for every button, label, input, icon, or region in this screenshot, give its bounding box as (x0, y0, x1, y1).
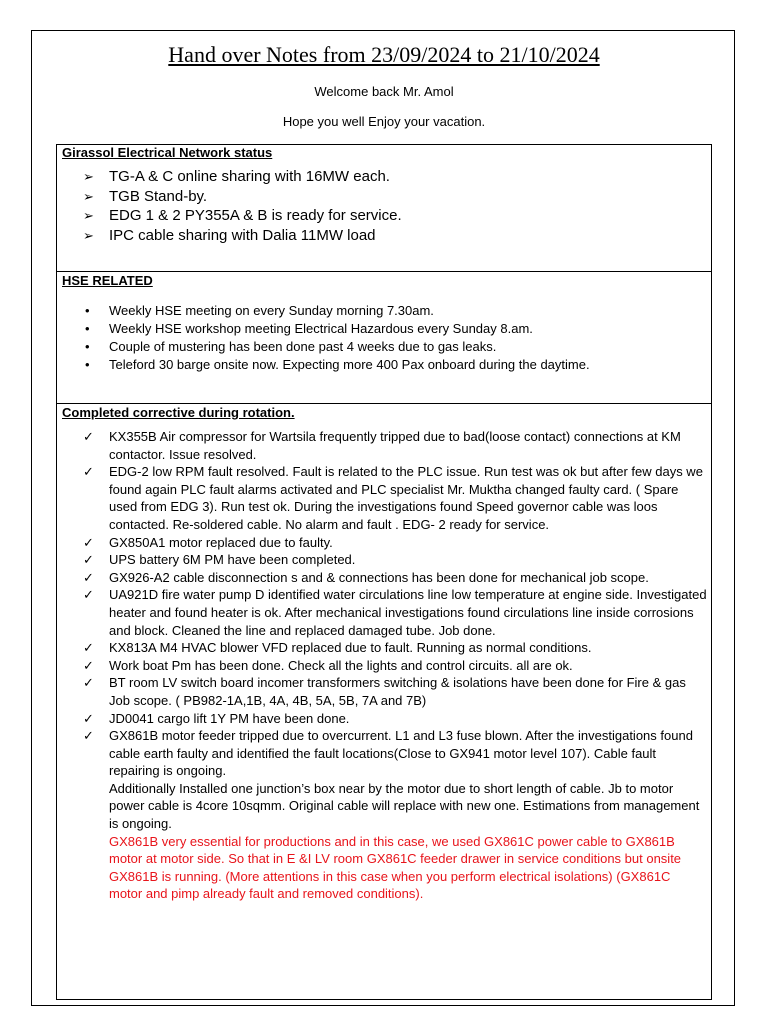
corrective-section (57, 404, 711, 999)
section-heading: Girassol Electrical Network status (62, 145, 273, 160)
list-item-text: TG-A & C online sharing with 16MW each. (109, 168, 390, 185)
check-bullet-icon: ✓ (83, 710, 94, 726)
corrective-list (83, 428, 707, 903)
check-bullet-icon: ✓ (83, 675, 94, 691)
list-item-text: UPS battery 6M PM have been completed. (109, 552, 356, 568)
arrow-bullet-icon: ➢ (83, 208, 94, 223)
list-item-text: UA921D fire water pump D identified water circulations line low temperature at engine side. Investigated heater and found heater is ok. After mechanical investigations found circulations line inside corrosions and block. Cleaned the line and replaced damaged tube. Job done. (109, 587, 707, 638)
list-item (83, 727, 707, 903)
page-title: Hand over Notes from 23/09/2024 to 21/10/2024 (168, 42, 600, 67)
list-item (83, 586, 707, 639)
arrow-bullet-icon: ➢ (83, 227, 94, 243)
check-bullet-icon: ✓ (83, 569, 94, 585)
section-heading: Completed corrective during rotation. (62, 405, 295, 420)
list-item-text: EDG 1 & 2 PY355A & B is ready for service. (109, 207, 402, 224)
list-item-text: EDG-2 low RPM fault resolved. Fault is related to the PLC issue. Run test was ok but after few days we found again PLC fault alarms activated and PLC specialist Mr. Muktha changed faulty card. ( Spare used from EDG 3). Run test ok. During the investigations found Speed governor cable was loos contacted. Re-soldered cable. No alarm and fault . EDG- 2 ready for service. (109, 464, 703, 532)
list-item-text: Teleford 30 barge onsite now. Expecting more 400 Pax onboard during the daytime. (109, 357, 590, 372)
list-item (83, 302, 590, 320)
list-item (83, 320, 590, 338)
hse-list (83, 302, 590, 374)
list-item (83, 657, 707, 675)
list-item-text: GX861B motor feeder tripped due to overcurrent. L1 and L3 fuse blown. After the investigations found cable earth faulty and identified the fault locations(Close to GX941 motor level 107). Cable fault repairing is ongoing. (109, 728, 693, 779)
check-bullet-icon: ✓ (83, 552, 94, 568)
hse-section (57, 272, 711, 404)
section-heading: HSE RELATED (62, 273, 153, 288)
list-item (83, 463, 707, 533)
list-item-text: IPC cable sharing with Dalia 11MW load (109, 226, 376, 244)
arrow-bullet-icon: ➢ (83, 169, 94, 184)
notes-table (56, 144, 712, 1000)
check-bullet-icon: ✓ (83, 657, 94, 673)
list-item-text: GX850A1 motor replaced due to faulty. (109, 534, 333, 550)
list-item (83, 710, 707, 728)
list-item (83, 428, 707, 463)
list-item (83, 534, 707, 552)
list-item (83, 551, 707, 569)
check-bullet-icon: ✓ (83, 728, 94, 744)
check-bullet-icon: ✓ (83, 464, 94, 480)
list-item (83, 674, 707, 709)
list-item-text: KX813A M4 HVAC blower VFD replaced due to fault. Running as normal conditions. (109, 640, 592, 656)
subgreeting-text: Hope you well Enjoy your vacation. (282, 114, 486, 129)
list-item (83, 569, 707, 587)
arrow-bullet-icon: ➢ (83, 188, 94, 204)
list-item-text: Work boat Pm has been done. Check all the lights and control circuits. all are ok. (109, 657, 573, 673)
list-item-text: GX926-A2 cable disconnection s and & connections has been done for mechanical job scope. (109, 569, 649, 585)
list-item-text: Weekly HSE workshop meeting Electrical Hazardous every Sunday 8.am. (109, 321, 533, 336)
list-item (83, 338, 590, 356)
list-item (83, 356, 590, 374)
list-item-text: KX355B Air compressor for Wartsila frequently tripped due to bad(loose contact) connections at KM contactor. Issue resolved. (109, 429, 681, 462)
list-item-text: Additionally Installed one junction’s box near by the motor due to short length of cable. Jb to motor power cable is 4core 10sqmm. Original cable will replace with new one. Estimations from management is ongoing. (109, 780, 700, 832)
list-item (83, 226, 402, 246)
list-item (83, 187, 402, 207)
check-bullet-icon: ✓ (83, 640, 94, 656)
list-item (83, 639, 707, 657)
list-item-text: Weekly HSE meeting on every Sunday morning 7.30am. (109, 303, 434, 318)
important-note-text: GX861B very essential for productions and in this case, we used GX861C power cable to GX861B motor at motor side. So that in E &I LV room GX861C feeder drawer in service conditions but onsite GX861B is running. (More attentions in this case when you perform electrical isolations) (GX861C motor and pimp already fault and removed conditions). (109, 833, 682, 902)
list-item-text: TGB Stand-by. (109, 187, 208, 205)
list-item (83, 206, 402, 226)
greeting-text: Welcome back Mr. Amol (314, 84, 454, 99)
list-item-text: Couple of mustering has been done past 4 weeks due to gas leaks. (109, 339, 497, 354)
dot-bullet-icon: • (85, 321, 90, 336)
dot-bullet-icon: • (85, 339, 90, 354)
list-item-text: BT room LV switch board incomer transformers switching & isolations have been done for Fire & gas Job scope. ( PB982-1A,1B, 4A, 4B, 5A, 5B, 7A and 7B) (109, 675, 686, 708)
check-bullet-icon: ✓ (83, 534, 94, 550)
network-status-section (57, 145, 711, 272)
network-status-list (83, 167, 402, 245)
check-bullet-icon: ✓ (83, 429, 94, 444)
dot-bullet-icon: • (85, 303, 90, 318)
check-bullet-icon: ✓ (83, 587, 94, 603)
list-item (83, 167, 402, 187)
list-item-text: JD0041 cargo lift 1Y PM have been done. (109, 710, 350, 726)
dot-bullet-icon: • (85, 357, 90, 372)
